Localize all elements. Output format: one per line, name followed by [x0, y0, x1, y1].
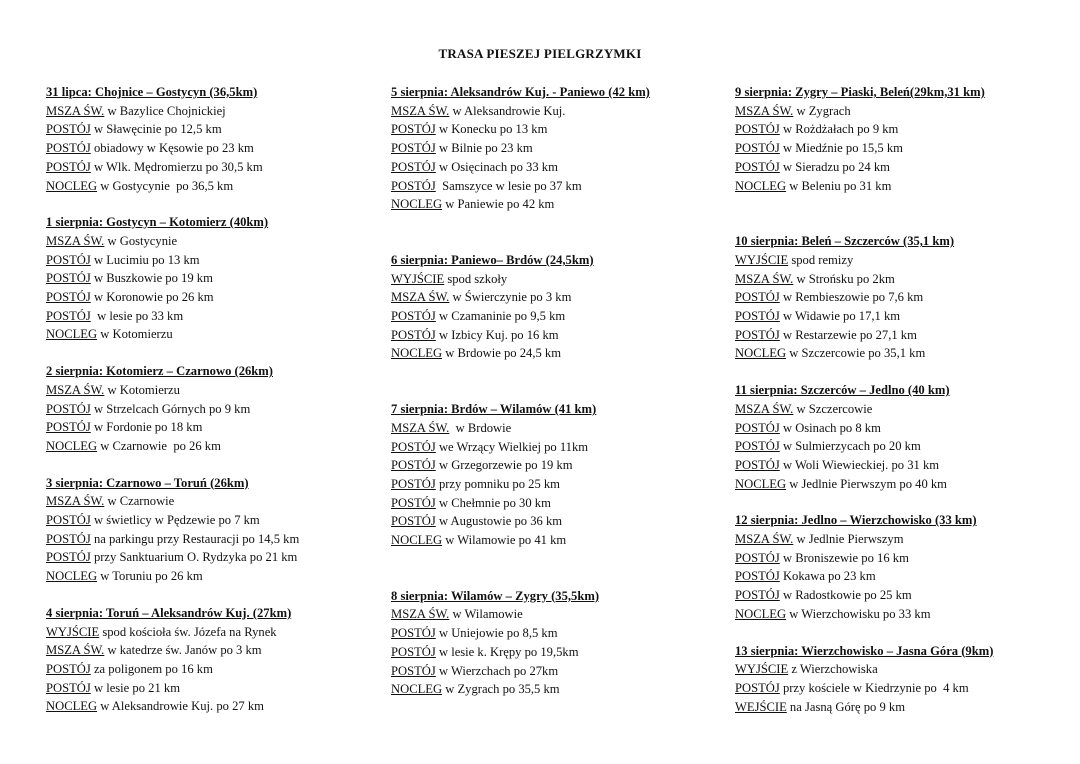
entry: [46, 548, 376, 567]
entry: [735, 456, 1065, 475]
entry-text: w Izbicy Kuj. po 16 km: [435, 327, 559, 342]
entry-keyword: WYJŚCIE: [391, 271, 445, 286]
entry: [391, 494, 721, 513]
entry-text: w Jedlnie Pierwszym: [793, 532, 904, 547]
entry-keyword: POSTÓJ: [391, 439, 436, 454]
entry-text: w Koronowie po 26 km: [90, 290, 214, 305]
entry-keyword: POSTÓJ: [735, 327, 780, 342]
entry-text: w lesie k. Krępy po 19,5km: [435, 644, 579, 659]
entry-keyword: WYJŚCIE: [46, 624, 100, 639]
entry-text: w Wierzchowisku po 33 km: [786, 606, 931, 621]
entry: [391, 177, 721, 196]
entry-text: w Uniejowie po 8,5 km: [435, 626, 558, 641]
entry-keyword: POSTÓJ: [735, 680, 780, 695]
entry: [735, 158, 1065, 177]
entry-text: w Jedlnie Pierwszym po 40 km: [786, 476, 947, 491]
entry: [391, 307, 721, 326]
entry-keyword: NOCLEG: [735, 476, 787, 491]
entry-text: w Lucimiu po 13 km: [90, 252, 200, 267]
day-heading: 5 sierpnia: Aleksandrów Kuj. - Paniewo (42 km): [391, 85, 650, 99]
entry-keyword: POSTÓJ: [391, 495, 436, 510]
entry: [391, 438, 721, 457]
day-block: [735, 642, 1065, 717]
entry-keyword: NOCLEG: [391, 533, 443, 548]
entry-keyword: POSTÓJ: [46, 271, 91, 286]
entry-keyword: POSTÓJ: [735, 290, 780, 305]
entry-text: w Osięcinach po 33 km: [435, 159, 558, 174]
entry-text: w Czarnowie: [104, 494, 175, 509]
entry-text: w lesie po 33 km: [90, 308, 184, 323]
entry-keyword: NOCLEG: [391, 346, 443, 361]
entry-keyword: NOCLEG: [46, 699, 98, 714]
entry-keyword: POSTÓJ: [46, 661, 91, 676]
entry-text: w Miedźnie po 15,5 km: [779, 141, 903, 156]
entry: [735, 326, 1065, 345]
entry: [735, 307, 1065, 326]
entry: [46, 381, 376, 400]
day-heading: 2 sierpnia: Kotomierz – Czarnowo (26km): [46, 364, 273, 379]
entry-text: w Gostycynie po 36,5 km: [97, 178, 234, 193]
entry-text: spod remizy: [788, 252, 854, 267]
entry-text: za poligonem po 16 km: [90, 661, 213, 676]
entry: [391, 102, 721, 121]
entry-keyword: NOCLEG: [46, 178, 98, 193]
entry-keyword: NOCLEG: [46, 438, 98, 453]
entry-text: w Radostkowie po 25 km: [779, 588, 912, 603]
entry-keyword: MSZA ŚW.: [391, 607, 450, 622]
entry: [46, 251, 376, 270]
entry-keyword: POSTÓJ: [391, 626, 436, 641]
entry: [46, 697, 376, 716]
entry-text: przy kościele w Kiedrzynie po 4 km: [779, 680, 969, 695]
entry-text: w Rembieszowie po 7,6 km: [779, 290, 924, 305]
entry: [46, 418, 376, 437]
day-block: [391, 251, 721, 363]
entry-text: w Szczercowie: [793, 401, 873, 416]
day-block: [735, 511, 1065, 623]
entry: [391, 475, 721, 494]
entry: [735, 437, 1065, 456]
entry-text: Samszyce w lesie po 37 km: [435, 178, 582, 193]
entry: [735, 698, 1065, 717]
entry-keyword: POSTÓJ: [391, 663, 436, 678]
entry-keyword: POSTÓJ: [391, 178, 436, 193]
entry-keyword: POSTÓJ: [391, 458, 436, 473]
entry-keyword: POSTÓJ: [735, 569, 780, 584]
entry: [46, 400, 376, 419]
entry: [735, 120, 1065, 139]
entry: [46, 102, 376, 121]
day-heading: 7 sierpnia: Brdów – Wilamów (41 km): [391, 402, 597, 417]
entry: [391, 139, 721, 158]
entry-text: na parkingu przy Restauracji po 14,5 km: [90, 531, 300, 546]
entry-text: w Wlk. Mędromierzu po 30,5 km: [90, 159, 263, 174]
entry-text: w Kotomierzu: [97, 327, 173, 342]
entry-text: w Grzegorzewie po 19 km: [435, 458, 573, 473]
entry-text: z Wierzchowiska: [788, 662, 878, 677]
entry-keyword: POSTÓJ: [391, 122, 436, 137]
entry-keyword: POSTÓJ: [735, 141, 780, 156]
entry-keyword: POSTÓJ: [735, 457, 780, 472]
entry: [46, 511, 376, 530]
entry-keyword: NOCLEG: [391, 682, 443, 697]
entry-keyword: POSTÓJ: [735, 309, 780, 324]
entry: [391, 456, 721, 475]
entry-text: w Aleksandrowie Kuj.: [449, 103, 566, 118]
entry: [391, 643, 721, 662]
entry: [391, 680, 721, 699]
entry: [735, 679, 1065, 698]
day-block: [46, 604, 376, 716]
entry-text: w Augustowie po 36 km: [435, 514, 563, 529]
day-block: [46, 362, 376, 456]
entry: [391, 512, 721, 531]
day-heading: 9 sierpnia: Zygry – Piaski, Beleń(29km,31 km): [735, 85, 985, 99]
entry: [391, 195, 721, 214]
day-heading: 13 sierpnia: Wierzchowisko – Jasna Góra (9km): [735, 643, 994, 658]
day-heading: 8 sierpnia: Wilamów – Zygry (35,5km): [391, 588, 600, 603]
entry: [46, 288, 376, 307]
entry-keyword: MSZA ŚW.: [735, 271, 794, 286]
entry: [735, 475, 1065, 494]
entry: [735, 177, 1065, 196]
entry-text: w Strońsku po 2km: [793, 271, 895, 286]
entry-keyword: POSTÓJ: [735, 550, 780, 565]
entry-keyword: POSTÓJ: [391, 514, 436, 529]
column-1: [46, 83, 376, 716]
entry: [735, 102, 1065, 121]
day-block: [735, 232, 1065, 363]
entry-text: w Brdowie: [449, 420, 512, 435]
entry-text: w Zygrach: [793, 103, 851, 118]
day-block: [391, 587, 721, 699]
entry-keyword: MSZA ŚW.: [735, 103, 794, 118]
day-heading: 31 lipca: Chojnice – Gostycyn (36,5km): [46, 85, 258, 99]
entry: [391, 288, 721, 307]
entry: [46, 158, 376, 177]
day-block: [391, 83, 721, 214]
entry-text: w Sieradzu po 24 km: [779, 159, 890, 174]
entry-text: w Chełmnie po 30 km: [435, 495, 551, 510]
entry-text: w Wierzchach po 27km: [435, 663, 559, 678]
entry-text: w Woli Wiewieckiej. po 31 km: [779, 457, 940, 472]
entry-keyword: POSTÓJ: [46, 159, 91, 174]
entry: [46, 679, 376, 698]
entry-text: w Szczercowie po 35,1 km: [786, 346, 926, 361]
entry: [735, 400, 1065, 419]
entry-keyword: POSTÓJ: [735, 420, 780, 435]
entry-text: w Fordonie po 18 km: [90, 420, 203, 435]
page-title: TRASA PIESZEJ PIELGRZYMKI: [438, 46, 642, 61]
day-heading: 1 sierpnia: Gostycyn – Kotomierz (40km): [46, 215, 269, 230]
entry: [735, 251, 1065, 270]
entry-text: w Gostycynie: [104, 233, 178, 248]
entry-keyword: POSTÓJ: [46, 401, 91, 416]
entry: [735, 530, 1065, 549]
day-block: [46, 474, 376, 586]
entry-text: w Brdowie po 24,5 km: [442, 346, 562, 361]
entry: [46, 177, 376, 196]
entry-text: w Świerczynie po 3 km: [449, 290, 572, 305]
entry-keyword: POSTÓJ: [46, 252, 91, 267]
entry-keyword: MSZA ŚW.: [46, 382, 105, 397]
entry-text: w Zygrach po 35,5 km: [442, 682, 560, 697]
entry: [391, 344, 721, 363]
entry-text: Kokawa po 23 km: [779, 569, 876, 584]
entry-keyword: POSTÓJ: [46, 141, 91, 156]
entry: [46, 660, 376, 679]
entry-keyword: MSZA ŚW.: [46, 233, 105, 248]
entry: [735, 288, 1065, 307]
entry-text: w Bazylice Chojnickiej: [104, 103, 226, 118]
day-heading: 4 sierpnia: Toruń – Aleksandrów Kuj. (27km): [46, 605, 292, 620]
entry-keyword: POSTÓJ: [735, 159, 780, 174]
entry: [391, 158, 721, 177]
entry: [391, 419, 721, 438]
entry: [735, 344, 1065, 363]
entry: [735, 549, 1065, 568]
day-heading: 11 sierpnia: Szczerców – Jedlno (40 km): [735, 383, 950, 398]
entry-text: w Sławęcinie po 12,5 km: [90, 122, 222, 137]
entry: [46, 437, 376, 456]
entry: [391, 624, 721, 643]
entry-keyword: POSTÓJ: [46, 122, 91, 137]
entry-text: przy Sanktuarium O. Rydzyka po 21 km: [90, 550, 298, 565]
entry-text: spod kościoła św. Józefa na Rynek: [99, 624, 277, 639]
entry-keyword: POSTÓJ: [46, 531, 91, 546]
entry-keyword: MSZA ŚW.: [735, 401, 794, 416]
entry-text: w Kotomierzu: [104, 382, 180, 397]
entry-text: w Restarzewie po 27,1 km: [779, 327, 917, 342]
day-block: [391, 400, 721, 550]
entry: [735, 660, 1065, 679]
entry: [391, 531, 721, 550]
day-heading: 10 sierpnia: Beleń – Szczerców (35,1 km): [735, 234, 955, 249]
entry-keyword: NOCLEG: [735, 178, 787, 193]
entry-keyword: POSTÓJ: [735, 439, 780, 454]
day-heading: 12 sierpnia: Jedlno – Wierzchowisko (33 km): [735, 513, 977, 528]
entry: [46, 120, 376, 139]
column-2: [391, 83, 721, 699]
column-3: [735, 83, 1065, 716]
entry: [46, 269, 376, 288]
entry-keyword: NOCLEG: [46, 569, 98, 584]
entry: [46, 492, 376, 511]
entry-text: w Beleniu po 31 km: [786, 178, 892, 193]
entry-text: w Bilnie po 23 km: [435, 141, 533, 156]
entry-keyword: POSTÓJ: [46, 420, 91, 435]
entry: [391, 326, 721, 345]
entry-keyword: NOCLEG: [391, 197, 443, 212]
entry: [46, 567, 376, 586]
day-block: [46, 83, 376, 195]
day-block: [46, 213, 376, 344]
entry-keyword: NOCLEG: [735, 606, 787, 621]
entry-text: we Wrzący Wielkiej po 11km: [435, 439, 589, 454]
entry: [46, 530, 376, 549]
entry-keyword: POSTÓJ: [735, 588, 780, 603]
entry-text: w Buszkowie po 19 km: [90, 271, 213, 286]
entry-keyword: POSTÓJ: [735, 122, 780, 137]
day-block: [735, 83, 1065, 195]
entry-text: w Rożdżałach po 9 km: [779, 122, 899, 137]
entry-text: w Konecku po 13 km: [435, 122, 548, 137]
entry: [735, 605, 1065, 624]
entry: [46, 623, 376, 642]
day-heading: 6 sierpnia: Paniewo– Brdów (24,5km): [391, 252, 594, 267]
entry-text: w katedrze św. Janów po 3 km: [104, 643, 262, 658]
entry: [735, 270, 1065, 289]
entry-keyword: POSTÓJ: [46, 680, 91, 695]
entry-keyword: MSZA ŚW.: [391, 103, 450, 118]
entry-keyword: POSTÓJ: [391, 309, 436, 324]
entry-text: w świetlicy w Pędzewie po 7 km: [90, 513, 260, 528]
entry-text: w Toruniu po 26 km: [97, 569, 203, 584]
entry-keyword: MSZA ŚW.: [391, 290, 450, 305]
entry-keyword: WYJŚCIE: [735, 252, 789, 267]
day-heading: 3 sierpnia: Czarnowo – Toruń (26km): [46, 475, 249, 490]
entry-text: w Wilamowie po 41 km: [442, 533, 567, 548]
entry-keyword: MSZA ŚW.: [391, 420, 450, 435]
day-block: [735, 381, 1065, 493]
entry-keyword: POSTÓJ: [391, 141, 436, 156]
entry: [391, 662, 721, 681]
entry: [46, 325, 376, 344]
entry-text: obiadowy w Kęsowie po 23 km: [90, 141, 254, 156]
entry-keyword: POSTÓJ: [391, 159, 436, 174]
entry-keyword: POSTÓJ: [46, 550, 91, 565]
entry-text: w Czarnowie po 26 km: [97, 438, 221, 453]
entry-text: w Strzelcach Górnych po 9 km: [90, 401, 251, 416]
entry-keyword: POSTÓJ: [46, 513, 91, 528]
entry-keyword: WEJŚCIE: [735, 699, 787, 714]
entry-text: przy pomniku po 25 km: [435, 476, 560, 491]
entry-keyword: NOCLEG: [46, 327, 98, 342]
entry-keyword: POSTÓJ: [391, 644, 436, 659]
entry-keyword: MSZA ŚW.: [735, 532, 794, 547]
entry: [46, 307, 376, 326]
entry-keyword: NOCLEG: [735, 346, 787, 361]
entry-text: w Osinach po 8 km: [779, 420, 881, 435]
entry: [46, 641, 376, 660]
entry: [46, 139, 376, 158]
entry: [391, 120, 721, 139]
entry: [46, 232, 376, 251]
entry-text: w Wilamowie: [449, 607, 523, 622]
entry: [735, 586, 1065, 605]
entry-text: w Sulmierzycach po 20 km: [779, 439, 921, 454]
entry-text: na Jasną Górę po 9 km: [786, 699, 905, 714]
entry-keyword: MSZA ŚW.: [46, 103, 105, 118]
entry-text: w Widawie po 17,1 km: [779, 309, 901, 324]
entry-text: w lesie po 21 km: [90, 680, 180, 695]
entry-keyword: WYJŚCIE: [735, 662, 789, 677]
entry: [735, 419, 1065, 438]
entry-text: spod szkoły: [444, 271, 508, 286]
entry-text: w Broniszewie po 16 km: [779, 550, 909, 565]
entry-keyword: POSTÓJ: [391, 476, 436, 491]
entry: [735, 567, 1065, 586]
entry-keyword: POSTÓJ: [46, 308, 91, 323]
entry-keyword: POSTÓJ: [391, 327, 436, 342]
entry: [391, 605, 721, 624]
entry: [391, 270, 721, 289]
entry-text: w Paniewie po 42 km: [442, 197, 555, 212]
entry-keyword: MSZA ŚW.: [46, 494, 105, 509]
entry-text: w Czamaninie po 9,5 km: [435, 309, 566, 324]
entry-text: w Aleksandrowie Kuj. po 27 km: [97, 699, 264, 714]
entry-keyword: POSTÓJ: [46, 290, 91, 305]
entry-keyword: MSZA ŚW.: [46, 643, 105, 658]
entry: [735, 139, 1065, 158]
